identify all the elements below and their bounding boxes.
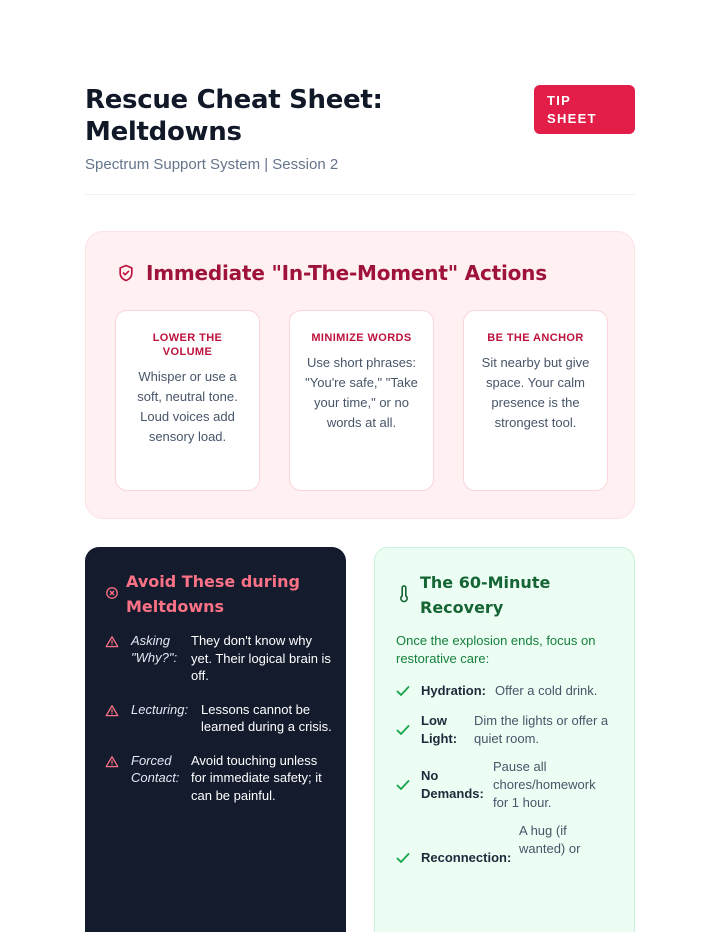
avoid-list [105,632,335,820]
avoid-label: Forced Contact: [131,752,180,785]
action-card [289,310,434,491]
recovery-heading [397,570,600,620]
badge-line-2: SHEET [547,111,597,126]
action-card [115,310,260,491]
avoid-label: Lecturing: [131,701,189,717]
recovery-intro: Once the explosion ends, focus on restorative care: [396,633,596,666]
recovery-label: Reconnection: [421,850,512,865]
list-item [396,682,626,700]
recovery-label: Low Light: [421,713,458,746]
avoid-panel [85,547,346,932]
warning-icon [105,635,119,649]
page-subtitle: Spectrum Support System | Session 2 [85,156,339,173]
header-divider [85,194,635,195]
list-item [105,632,335,685]
recovery-panel [374,547,635,932]
actions-title: Immediate "In-The-Moment" Actions [146,261,547,285]
recovery-description: Offer a cold drink. [495,683,598,698]
list-item [396,822,626,867]
immediate-actions-panel [85,231,635,519]
list-item [396,758,626,812]
check-icon [396,779,410,791]
check-icon [396,685,410,697]
check-icon [396,724,410,736]
warning-icon [105,704,119,718]
avoid-heading [105,569,326,619]
recovery-label: No Demands: [421,768,484,801]
check-icon [396,852,410,864]
shield-icon [116,263,136,283]
recovery-label: Hydration: [421,683,486,698]
card-title: LOWER THE VOLUME [152,332,223,358]
actions-heading [116,261,547,285]
action-card [463,310,608,491]
recovery-list [396,682,626,867]
x-circle-icon [105,586,119,600]
card-title: MINIMIZE WORDS [311,332,412,344]
recovery-description: A hug (if wanted) or [519,823,581,856]
recovery-description: Pause all chores/homework for 1 hour. [493,759,596,810]
avoid-description: They don't know why yet. Their logical brain is off. [191,633,331,683]
list-item [105,752,335,805]
avoid-label: Asking "Why?": [131,633,178,665]
action-cards [115,310,608,491]
recovery-title: The 60-Minute Recovery [420,573,551,617]
list-item [396,712,626,748]
warning-icon [105,755,119,769]
avoid-description: Avoid touching unless for immediate safety; it can be painful. [191,752,322,803]
page-title: Rescue Cheat Sheet: Meltdowns [85,85,383,147]
header [85,84,635,173]
card-text: Sit nearby but give space. Your calm presence is the strongest tool. [481,355,590,430]
avoid-description: Lessons cannot be learned during a crisis. [201,701,332,734]
badge-line-1: TIP [547,93,572,108]
recovery-description: Dim the lights or offer a quiet room. [474,713,609,746]
card-title: BE THE ANCHOR [487,332,584,344]
card-text: Whisper or use a soft, neutral tone. Loud voices add sensory load. [137,369,238,444]
list-item [105,701,335,736]
card-text: Use short phrases: "You're safe," "Take your time," or no words at all. [305,355,418,430]
tip-sheet-badge [534,85,635,134]
thermometer-icon [397,585,411,603]
avoid-title: Avoid These during Meltdowns [126,572,300,616]
